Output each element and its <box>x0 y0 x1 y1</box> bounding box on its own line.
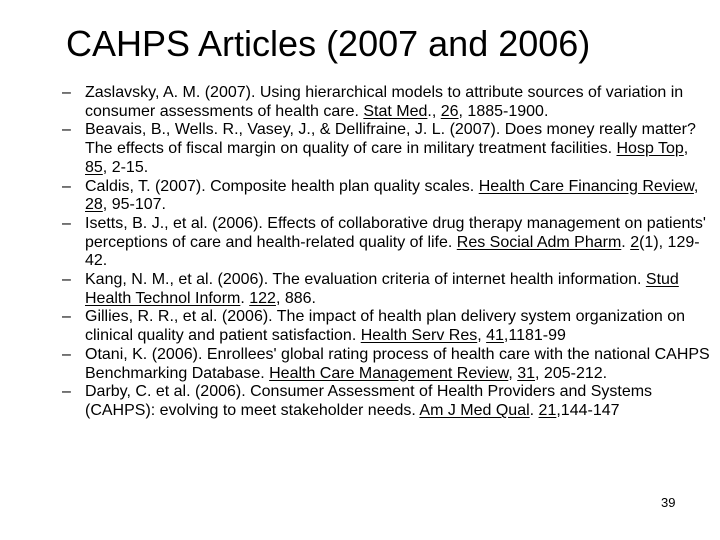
reference-item <box>62 178 712 215</box>
reference-text: Beavais, B., Wells. R., Vasey, J., & Dellifraine, J. L. (2007). Does money really matter? The effects of fiscal margin on quality of care in military treatment facilities. <box>85 121 696 158</box>
bullet-dash: – <box>62 271 71 289</box>
reference-item <box>62 346 712 383</box>
journal-name: Health Care Management Review <box>269 364 509 382</box>
reference-separator: , <box>508 364 518 382</box>
reference-separator: ., <box>427 102 441 120</box>
reference-separator: , <box>683 140 689 158</box>
volume-number: 41 <box>486 327 504 345</box>
reference-item <box>62 121 712 177</box>
volume-number: 28 <box>85 196 103 214</box>
reference-separator: , <box>693 177 699 195</box>
reference-text: Gillies, R. R., et al. (2006). The impact of health plan delivery system organization on clinical quality and patient satisfaction. <box>85 308 685 345</box>
reference-separator: . <box>529 401 539 419</box>
reference-separator: . <box>621 233 631 251</box>
reference-list <box>62 84 712 421</box>
journal-name: Stud Health Technol Inform <box>85 271 679 307</box>
volume-number: 85 <box>85 158 103 176</box>
reference-item <box>62 308 712 345</box>
volume-number: 2 <box>630 233 640 251</box>
journal-name: Res Social Adm Pharm <box>456 233 622 251</box>
reference-pages: , 886. <box>275 289 316 307</box>
journal-name: Health Care Financing Review <box>478 177 694 195</box>
reference-pages: , 205-212. <box>535 364 608 382</box>
volume-number: 26 <box>440 102 459 120</box>
reference-pages: (1), 129-42. <box>85 233 700 270</box>
volume-number: 31 <box>517 364 536 382</box>
journal-name: Am J Med Qual <box>419 401 530 419</box>
reference-pages: , 2-15. <box>102 158 149 176</box>
page-number: 39 <box>661 495 676 510</box>
volume-number: 122 <box>249 289 276 307</box>
reference-text: Otani, K. (2006). Enrollees' global rating process of health care with the national CAHPS Benchmarking Database. <box>85 345 710 382</box>
reference-pages: , 95-107. <box>102 196 166 214</box>
bullet-dash: – <box>62 84 71 101</box>
bullet-dash: – <box>62 177 71 195</box>
reference-text: Caldis, T. (2007). Composite health plan quality scales. <box>85 177 479 195</box>
reference-item <box>62 215 712 271</box>
reference-text: Zaslavsky, A. M. (2007). Using hierarchical models to attribute sources of variation in consumer assessments of health care. <box>85 84 684 120</box>
reference-pages: , 1885-1900. <box>458 102 549 120</box>
journal-name: Hosp Top <box>616 140 684 158</box>
journal-name: Stat Med <box>363 102 428 120</box>
reference-separator: , <box>477 327 487 345</box>
reference-item <box>62 84 712 121</box>
bullet-dash: – <box>62 121 71 139</box>
bullet-dash: – <box>62 308 71 326</box>
journal-name: Health Serv Res <box>360 327 478 345</box>
reference-pages: ,1181-99 <box>503 327 566 345</box>
reference-item <box>62 383 712 420</box>
bullet-dash: – <box>62 214 71 232</box>
bullet-dash: – <box>62 345 71 363</box>
reference-text: Darby, C. et al. (2006). Consumer Assessment of Health Providers and Systems (CAHPS): evolving to meet stakeholder needs. <box>85 383 653 419</box>
bullet-dash: – <box>62 383 71 401</box>
slide-title: CAHPS Articles (2007 and 2006) <box>66 23 591 64</box>
volume-number: 21 <box>538 401 557 419</box>
reference-text: Kang, N. M., et al. (2006). The evaluation criteria of internet health information. <box>85 271 646 289</box>
reference-item <box>62 271 712 308</box>
reference-text: Isetts, B. J., et al. (2006). Effects of collaborative drug therapy management on patients' perceptions of care and health-related quality of life. <box>85 214 706 251</box>
reference-separator: . <box>240 289 250 307</box>
reference-pages: ,144-147 <box>556 401 620 419</box>
